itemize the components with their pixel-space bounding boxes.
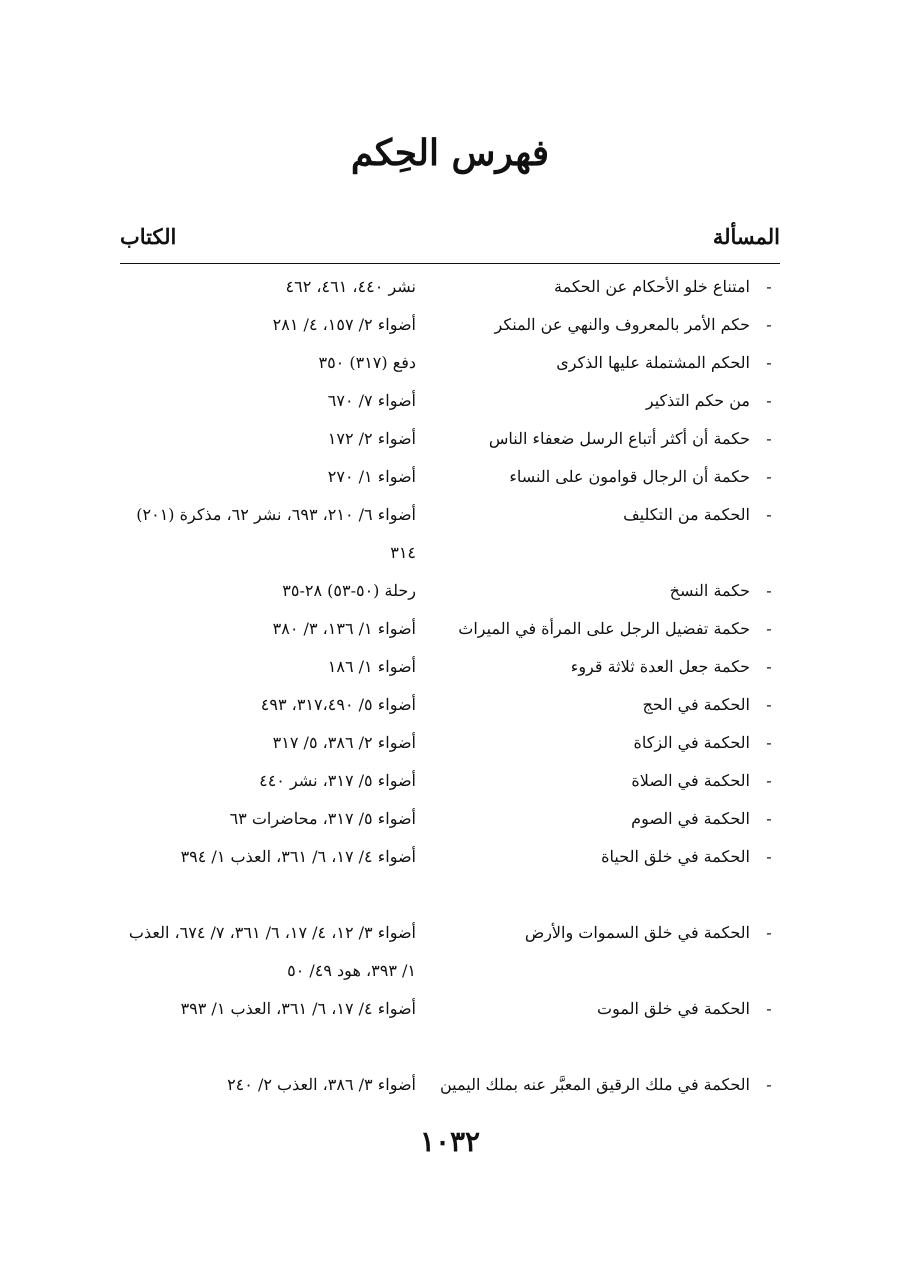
index-book-ref: رحلة (٥٠-٥٣) ٢٨-٣٥ [282, 581, 416, 600]
index-row [120, 990, 780, 1066]
index-row [120, 724, 780, 762]
index-book-ref: دفع (٣١٧) ٣٥٠ [318, 353, 416, 372]
index-issue [435, 505, 780, 524]
index-issue-text: امتناع خلو الأحكام عن الحكمة [553, 277, 750, 296]
index-issue-text: الحكمة في خلق الحياة [601, 847, 750, 866]
issue-column-header: المسألة [712, 224, 780, 249]
entry-dash: - [766, 771, 772, 790]
index-issue-text: الحكمة في خلق السموات والأرض [524, 923, 750, 942]
entry-dash: - [766, 391, 772, 410]
entry-dash: - [766, 733, 772, 752]
entry-dash: - [766, 999, 772, 1018]
entry-dash: - [766, 695, 772, 714]
index-issue [435, 467, 780, 486]
index-issue-text: حكمة النسخ [669, 581, 750, 600]
entry-dash: - [766, 923, 772, 942]
index-book-ref: أضواء ٢/ ١٧٢ [327, 429, 416, 448]
entry-dash: - [766, 847, 772, 866]
index-book-ref: أضواء ٣/ ٣٨٦، العذب ٢/ ٢٤٠ [227, 1075, 416, 1094]
entry-dash: - [766, 315, 772, 334]
index-issue-text: حكمة جعل العدة ثلاثة قروء [570, 657, 750, 676]
entry-dash: - [766, 353, 772, 372]
index-row [120, 800, 780, 838]
index-book-ref: أضواء ٢/ ٣٨٦، ٥/ ٣١٧ [272, 733, 416, 752]
index-issue-text: حكمة أن الرجال قوامون على النساء [509, 467, 750, 486]
entry-dash: - [766, 429, 772, 448]
index-issue-text: الحكمة في الحج [642, 695, 750, 714]
index-issue [435, 695, 780, 714]
index-issue [435, 315, 780, 334]
index-issue-text: الحكمة في الصلاة [631, 771, 750, 790]
index-issue [435, 1075, 780, 1094]
index-issue [435, 771, 780, 790]
entry-dash: - [766, 467, 772, 486]
entry-dash: - [766, 619, 772, 638]
index-issue-text: حكمة أن أكثر أتباع الرسل ضعفاء الناس [488, 429, 750, 448]
index-book-ref: نشر ٤٤٠، ٤٦١، ٤٦٢ [285, 277, 416, 296]
column-headers [120, 224, 780, 260]
index-issue-text: الحكمة في الصوم [631, 809, 750, 828]
index-row [120, 648, 780, 686]
index-book-ref: أضواء ٦/ ٢١٠، ٦٩٣، نشر ٦٢، مذكرة (٢٠١) ٣١٤ [136, 505, 416, 562]
index-issue [435, 733, 780, 752]
entry-dash: - [766, 277, 772, 296]
index-row [120, 382, 780, 420]
page-number: ١٠٣٢ [419, 1125, 481, 1158]
index-issue-text: الحكمة من التكليف [623, 505, 750, 524]
entry-dash: - [766, 657, 772, 676]
book-column-header: الكتاب [120, 224, 177, 249]
index-issue [435, 809, 780, 828]
index-book-ref: أضواء ١/ ١٨٦ [327, 657, 416, 676]
index-issue-text: الحكمة في خلق الموت [597, 999, 750, 1018]
index-book-ref: أضواء ١/ ٢٧٠ [327, 467, 416, 486]
index-list [120, 268, 780, 1104]
index-book-ref: أضواء ٥/ ٣١٧،٤٩٠، ٤٩٣ [260, 695, 416, 714]
index-issue-text: من حكم التذكير [645, 391, 750, 410]
index-row [120, 496, 780, 572]
index-book-ref: أضواء ٥/ ٣١٧، نشر ٤٤٠ [259, 771, 416, 790]
header-divider [120, 263, 780, 264]
index-row [120, 686, 780, 724]
index-issue [435, 923, 780, 942]
index-book-ref: أضواء ٥/ ٣١٧، محاضرات ٦٣ [229, 809, 416, 828]
index-book-ref: أضواء ٧/ ٦٧٠ [327, 391, 416, 410]
index-row [120, 1066, 780, 1104]
index-book-ref: أضواء ٣/ ١٢، ٤/ ١٧، ٦/ ٣٦١، ٧/ ٦٧٤، العذب ١/ ٣٩٣، هود ٤٩/ ٥٠ [128, 923, 416, 980]
page-title: فهرس الحِكم [350, 132, 550, 174]
index-book-ref: أضواء ٢/ ١٥٧، ٤/ ٢٨١ [272, 315, 416, 334]
index-row [120, 344, 780, 382]
index-issue-text: الحكم المشتملة عليها الذكرى [556, 353, 750, 372]
entry-dash: - [766, 1075, 772, 1094]
index-issue [435, 277, 780, 296]
index-row [120, 610, 780, 648]
index-book-ref: أضواء ٤/ ١٧، ٦/ ٣٦١، العذب ١/ ٣٩٣ [180, 999, 416, 1018]
index-row [120, 458, 780, 496]
index-book-ref: أضواء ١/ ١٣٦، ٣/ ٣٨٠ [272, 619, 416, 638]
index-issue-text: الحكمة في ملك الرقيق المعبَّر عنه بملك اليمين [439, 1075, 750, 1094]
index-issue-text: حكم الأمر بالمعروف والنهي عن المنكر [494, 315, 750, 334]
index-row [120, 762, 780, 800]
index-row [120, 306, 780, 344]
index-book-ref: أضواء ٤/ ١٧، ٦/ ٣٦١، العذب ١/ ٣٩٤ [180, 847, 416, 866]
index-issue [435, 999, 780, 1018]
index-issue [435, 847, 780, 866]
index-issue-text: حكمة تفضيل الرجل على المرأة في الميراث [458, 619, 750, 638]
index-issue [435, 581, 780, 600]
index-row [120, 914, 780, 990]
index-issue [435, 429, 780, 448]
index-row [120, 268, 780, 306]
index-row [120, 572, 780, 610]
index-issue-text: الحكمة في الزكاة [633, 733, 750, 752]
index-row [120, 838, 780, 914]
index-issue [435, 619, 780, 638]
entry-dash: - [766, 809, 772, 828]
index-row [120, 420, 780, 458]
entry-dash: - [766, 505, 772, 524]
index-issue [435, 657, 780, 676]
index-issue [435, 353, 780, 372]
index-issue [435, 391, 780, 410]
entry-dash: - [766, 581, 772, 600]
